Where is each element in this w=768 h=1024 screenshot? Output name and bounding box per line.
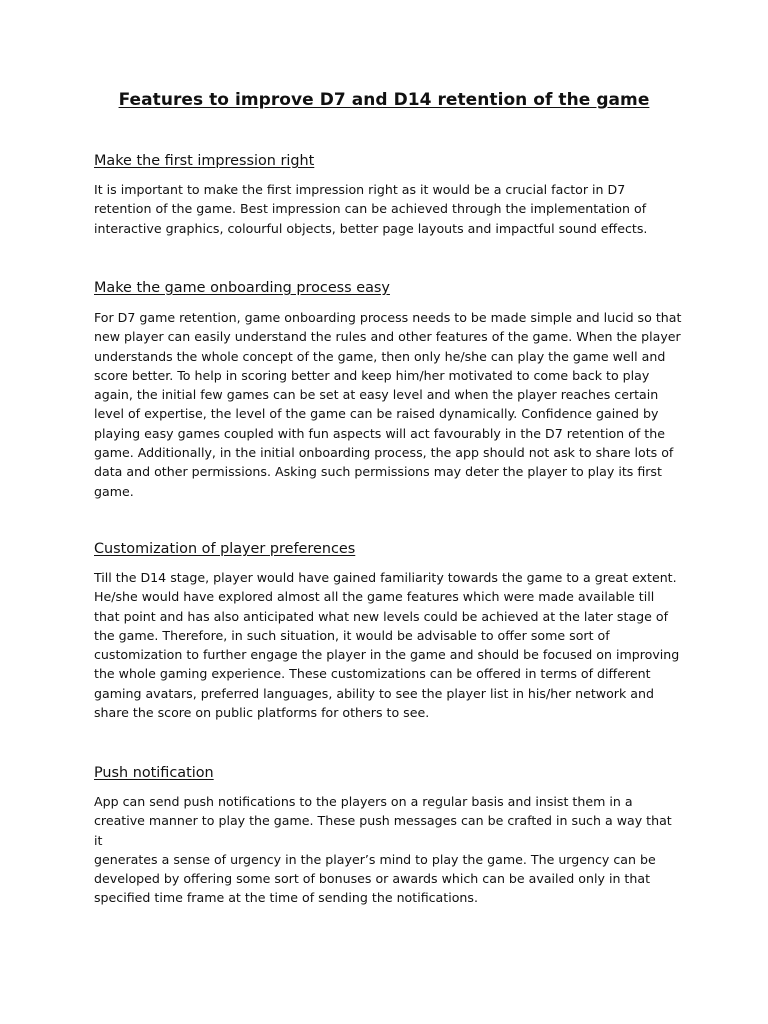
section-heading-first-impression: Make the first impression right — [94, 153, 315, 169]
document-title: Features to improve D7 and D14 retention of the game — [118, 90, 650, 110]
section-body-onboarding: For D7 game retention, game onboarding process needs to be made simple and lucid so that new player can easily understand the rules and other features of the game. When the player understands the whole concept of the game, then only he/she can play the game well and score better. To help in scoring better and keep him/her motivated to come back to play again, the initial few games can be set at easy level and when the player reaches certain level of expertise, the level of the game can be raised dynamically. Confidence gained by playing easy games coupled with fun aspects will act favourably in the D7 retention of the game. Additionally, in the initial onboarding process, the app should not ask to share lots of data and other permissions. Asking such permissions may deter the player to play its first game. — [94, 310, 682, 499]
section-heading-onboarding: Make the game onboarding process easy — [94, 280, 390, 296]
section-heading-customization: Customization of player preferences — [94, 541, 356, 557]
section-body-push-notification: App can send push notifications to the players on a regular basis and insist them in a creative manner to play the game. These push messages can be crafted in such a way that it generates a sense of urgency in the player’s mind to play the game. The urgency can be developed by offering some sort of bonuses or awards which can be availed only in that specified time frame at the time of sending the notifications. — [94, 794, 672, 906]
section-body-customization: Till the D14 stage, player would have gained familiarity towards the game to a great extent. He/she would have explored almost all the game features which were made available till that point and has also anticipated what new levels could be achieved at the later stage of the game. Therefore, in such situation, it would be advisable to offer some sort of customization to further engage the player in the game and should be focused on improving the whole gaming experience. These customizations can be offered in terms of different gaming avatars, preferred languages, ability to see the player list in his/her network and share the score on public platforms for others to see. — [94, 570, 680, 721]
section-body-first-impression: It is important to make the first impression right as it would be a crucial factor in D7 retention of the game. Best impression can be achieved through the implementation of interactive graphics, colourful objects, better page layouts and impactful sound effects. — [94, 182, 648, 236]
section-heading-push-notification: Push notification — [94, 765, 214, 781]
